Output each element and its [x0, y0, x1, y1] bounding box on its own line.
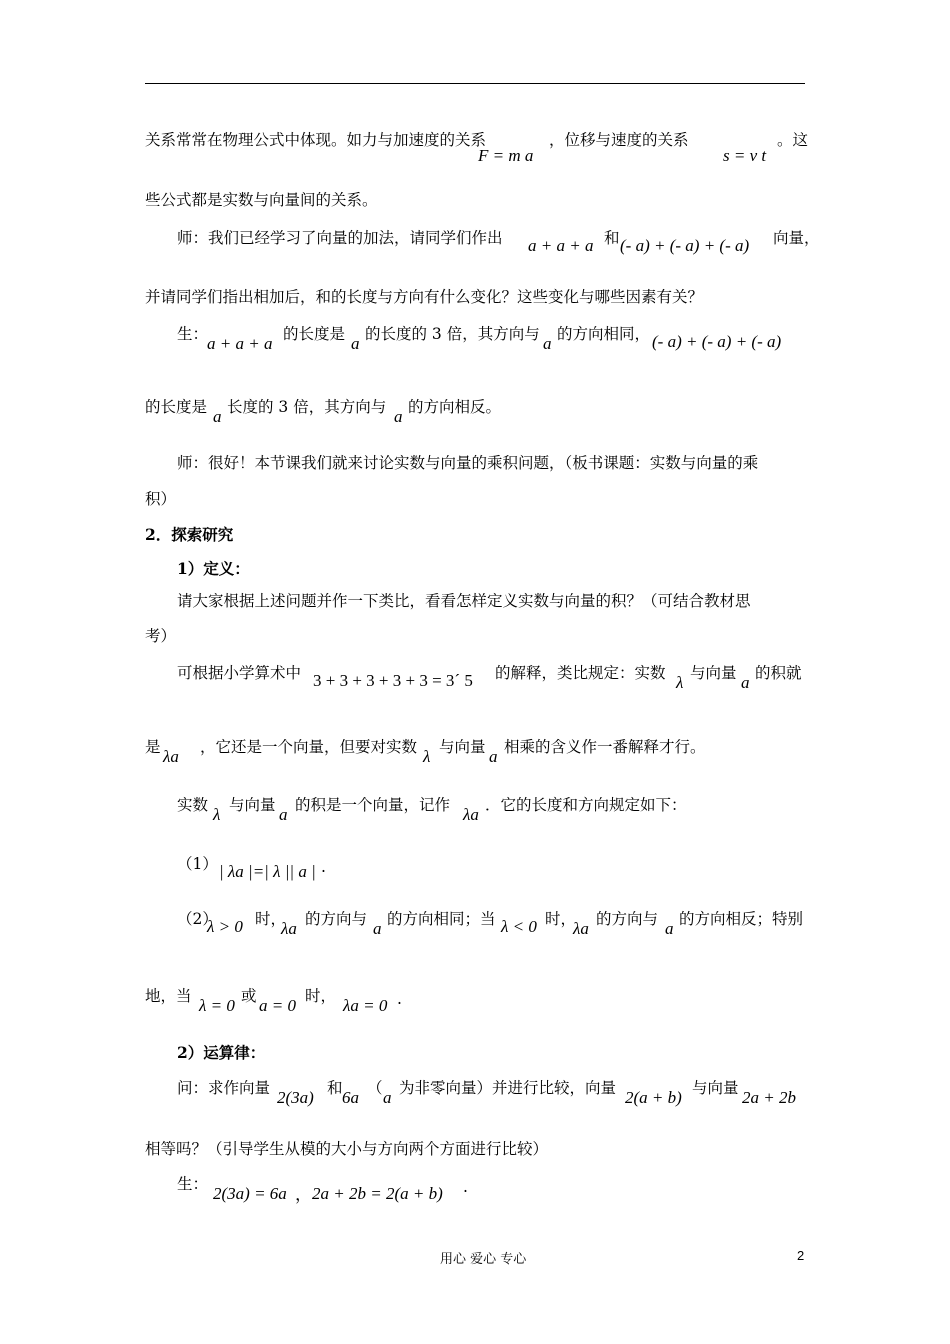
text-line	[145, 395, 810, 435]
text-segment: 的长度是	[283, 325, 346, 343]
math-expression: a	[373, 919, 382, 938]
text-segment: 1）定义：	[177, 559, 250, 578]
text-segment: 时，	[255, 910, 287, 928]
math-expression: a	[665, 919, 674, 938]
text-segment: 实数	[177, 796, 209, 814]
text-segment: 师：我们已经学习了向量的加法，请同学们作出	[177, 229, 503, 247]
text-line	[145, 1137, 810, 1177]
math-expression: a	[543, 334, 552, 353]
math-expression: a	[741, 673, 750, 692]
text-segment: （1）	[177, 855, 218, 873]
text-segment: 的方向与	[596, 910, 659, 928]
math-expression: 2(3a) = 6a	[213, 1184, 287, 1203]
text-segment: 生：	[177, 325, 209, 343]
text-line	[145, 907, 810, 947]
text-segment: .	[321, 858, 326, 876]
math-expression: λa	[281, 919, 297, 938]
math-expression: λ > 0	[207, 917, 243, 936]
text-segment: 并请同学们指出相加后，和的长度与方向有什么变化？这些变化与哪些因素有关？	[145, 288, 704, 306]
text-segment: .	[463, 1178, 468, 1196]
math-expression: a + a + a	[207, 334, 273, 353]
text-segment: 或	[241, 987, 257, 1005]
text-segment: 和	[327, 1079, 343, 1097]
text-segment: 。这	[777, 131, 809, 149]
page-number: 2	[797, 1248, 805, 1263]
math-expression: a	[394, 407, 403, 426]
math-expression: a	[383, 1088, 392, 1107]
text-segment: 师：很好！本节课我们就来讨论实数与向量的乘积问题，（板书课题：实数与向量的乘	[177, 454, 759, 472]
math-expression: λa	[163, 747, 179, 766]
text-segment: 与向量	[692, 1079, 739, 1097]
text-segment: 时，	[305, 987, 337, 1005]
math-expression: λa	[573, 919, 589, 938]
math-expression: λ < 0	[501, 917, 537, 936]
text-segment: 相乘的含义作一番解释才行。	[504, 738, 706, 756]
math-expression: s = v t	[723, 146, 767, 165]
math-expression: 2a + 2b = 2(a + b)	[312, 1184, 443, 1203]
header-rule	[145, 83, 805, 84]
math-expression: λ	[676, 673, 684, 692]
math-expression: (- a) + (- a) + (- a)	[620, 236, 750, 255]
text-line	[145, 1041, 810, 1081]
text-segment: 的解释，类比规定：实数	[495, 664, 666, 682]
text-segment: 的积就	[755, 664, 802, 682]
text-segment: 与向量	[439, 738, 486, 756]
text-segment: 向量，	[773, 229, 820, 247]
math-expression: 2(3a)	[277, 1088, 314, 1107]
text-line	[145, 487, 810, 527]
text-line	[145, 285, 810, 325]
text-segment: 的方向相同；当	[387, 910, 496, 928]
math-expression: λa = 0	[343, 996, 388, 1015]
math-expression: 2(a + b)	[625, 1088, 682, 1107]
text-segment: 2．探索研究	[145, 525, 234, 544]
text-line	[145, 1172, 810, 1212]
math-expression: 6a	[342, 1088, 359, 1107]
text-line	[145, 661, 810, 701]
text-segment: 生：	[177, 1175, 209, 1193]
text-line	[145, 226, 820, 266]
text-line	[145, 624, 810, 664]
footer-motto: 用心 爱心 专心	[440, 1252, 527, 1267]
text-segment: 与向量	[229, 796, 276, 814]
text-segment: 的方向相同，	[557, 325, 651, 343]
text-segment: ，位移与速度的关系	[549, 131, 689, 149]
text-line	[145, 984, 810, 1024]
text-line	[145, 1076, 810, 1116]
text-segment: .	[397, 990, 402, 1008]
math-expression: 3 + 3 + 3 + 3 + 3 = 3´ 5	[313, 671, 473, 690]
text-segment: 请大家根据上述问题并作一下类比，看看怎样定义实数与向量的积？（可结合教材思	[177, 592, 751, 610]
text-line	[145, 322, 810, 362]
text-segment: 相等吗？（引导学生从模的大小与方向两个方面进行比较）	[145, 1140, 549, 1158]
text-segment: 的方向与	[305, 910, 368, 928]
text-segment: 的长度的 3 倍，其方向与	[365, 325, 540, 343]
text-segment: 考）	[145, 627, 177, 645]
math-expression: a + a + a	[528, 236, 594, 255]
text-line	[145, 735, 810, 775]
text-segment: 积）	[145, 490, 177, 508]
text-segment: 的长度是	[145, 398, 208, 416]
text-segment: （2）	[177, 910, 218, 928]
text-segment: 时，	[545, 910, 577, 928]
text-segment: 地，当	[145, 987, 192, 1005]
math-expression: F = m a	[478, 146, 534, 165]
text-segment: 的方向相反；特别	[679, 910, 804, 928]
math-expression: ，	[295, 1185, 312, 1204]
text-segment: 的方向相反。	[408, 398, 502, 416]
text-line	[145, 451, 810, 491]
text-segment: 与向量	[690, 664, 737, 682]
text-segment: 些公式都是实数与向量间的关系。	[145, 191, 378, 209]
math-expression: λ = 0	[199, 996, 235, 1015]
math-expression: (- a) + (- a) + (- a)	[652, 332, 782, 351]
math-expression: | λa |=| λ || a |	[219, 862, 316, 881]
text-segment: ．它的长度和方向规定如下：	[485, 796, 687, 814]
math-expression: a	[351, 334, 360, 353]
math-expression: λ	[213, 805, 221, 824]
text-segment: 2）运算律：	[177, 1043, 266, 1062]
text-segment: （	[367, 1079, 383, 1097]
math-expression: a	[213, 407, 222, 426]
text-segment: ，它还是一个向量，但要对实数	[200, 738, 418, 756]
text-line	[145, 793, 810, 833]
math-expression: a	[279, 805, 288, 824]
math-expression: 2a + 2b	[742, 1088, 796, 1107]
text-segment: 问：求作向量	[177, 1079, 271, 1097]
text-segment: 关系常常在物理公式中体现。如力与加速度的关系	[145, 131, 487, 149]
text-line	[145, 589, 810, 629]
text-line	[145, 852, 810, 892]
math-expression: λa	[463, 805, 479, 824]
math-expression: λ	[423, 747, 431, 766]
text-segment: 是	[145, 738, 161, 756]
text-segment: 可根据小学算术中	[177, 664, 302, 682]
text-line	[145, 128, 810, 168]
text-line	[145, 188, 810, 228]
math-expression: a	[489, 747, 498, 766]
math-expression: a = 0	[259, 996, 296, 1015]
text-segment: 为非零向量）并进行比较，向量	[399, 1079, 617, 1097]
text-segment: 长度的 3 倍，其方向与	[227, 398, 387, 416]
text-segment: 和	[604, 229, 620, 247]
text-segment: 的积是一个向量，记作	[295, 796, 451, 814]
